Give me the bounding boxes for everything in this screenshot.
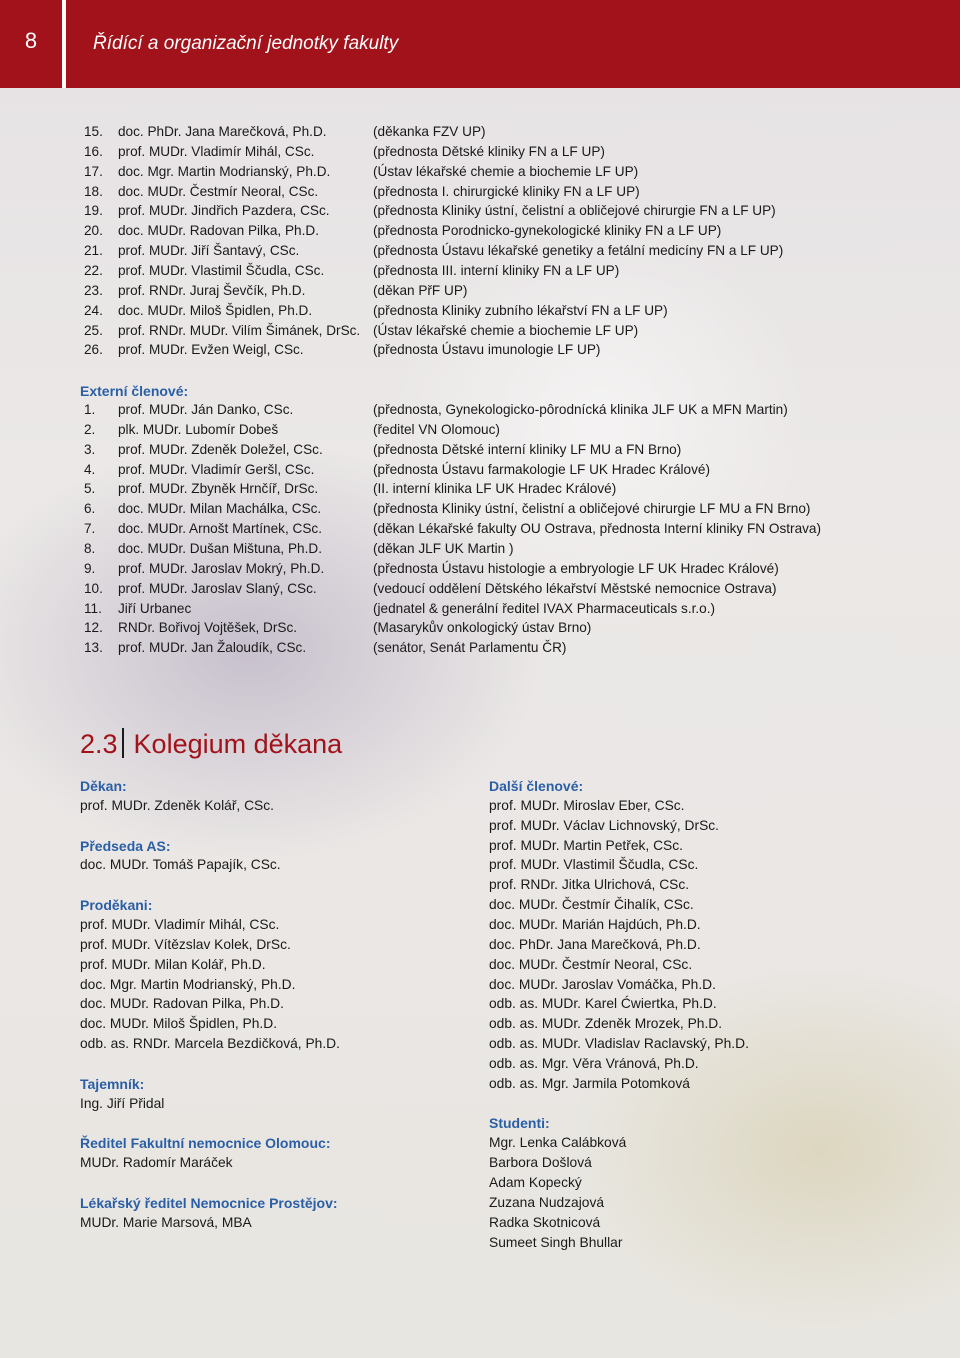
list-item: prof. RNDr. Jitka Ulrichová, CSc.	[489, 877, 690, 893]
member-name: doc. MUDr. Arnošt Martínek, CSc.	[118, 521, 322, 537]
member-role: (senátor, Senát Parlamentu ČR)	[373, 640, 567, 656]
member-name: prof. MUDr. Zdeněk Doležel, CSc.	[118, 441, 323, 457]
member-role: (přednosta Kliniky ústní, čelistní a obličejové chirurgie LF MU a FN Brno)	[373, 501, 811, 517]
list-item: doc. MUDr. Jaroslav Vomáčka, Ph.D.	[489, 976, 716, 992]
list-item: doc. MUDr. Marián Hajdúch, Ph.D.	[489, 916, 701, 932]
list-item: odb. as. Mgr. Věra Vránová, Ph.D.	[489, 1055, 699, 1071]
list-item: doc. MUDr. Tomáš Papajík, CSc.	[80, 857, 281, 873]
list-item: doc. MUDr. Čestmír Čihalík, CSc.	[489, 897, 694, 913]
member-role: (přednosta, Gynekologicko-pôrodnícká klinika JLF UK a MFN Martin)	[373, 402, 788, 417]
item-number: 15.	[84, 124, 103, 139]
member-name: prof. RNDr. MUDr. Vilím Šimánek, DrSc.	[118, 322, 361, 338]
item-number: 13.	[84, 640, 103, 656]
list-item: Ing. Jiří Přidal	[80, 1095, 165, 1111]
list-item: Radka Skotnicová	[489, 1214, 601, 1230]
item-number: 4.	[84, 461, 96, 477]
item-number: 19.	[84, 203, 103, 219]
item-number: 16.	[84, 143, 103, 159]
item-number: 12.	[84, 620, 103, 636]
list-item: doc. MUDr. Radovan Pilka, Ph.D.	[80, 996, 284, 1012]
prodekani-label: Proděkani:	[80, 897, 153, 914]
list-item: odb. as. MUDr. Karel Ćwiertka, Ph.D.	[489, 996, 717, 1012]
item-number: 17.	[84, 163, 103, 179]
member-role: (přednosta Ústavu lékařské genetiky a fetální medicíny FN a LF UP)	[373, 243, 784, 259]
item-number: 18.	[84, 183, 103, 199]
member-name: prof. MUDr. Vlastimil Ščudla, CSc.	[118, 262, 325, 278]
member-role: (přednosta Kliniky ústní, čelistní a obličejové chirurgie FN a LF UP)	[373, 203, 776, 219]
dekan-label: Děkan:	[80, 778, 127, 794]
item-number: 1.	[84, 402, 96, 417]
member-name: doc. MUDr. Dušan Mištuna, Ph.D.	[118, 540, 322, 556]
member-name: prof. MUDr. Ján Danko, CSc.	[118, 402, 294, 417]
list-item: Adam Kopecký	[489, 1175, 582, 1190]
list-item: doc. MUDr. Čestmír Neoral, CSc.	[489, 956, 693, 972]
dalsi-clenove-label: Další členové:	[489, 778, 584, 794]
item-number: 24.	[84, 302, 103, 318]
page-number: 8	[24, 28, 38, 53]
member-role: (vedoucí oddělení Dětského lékařství Městské nemocnice Ostrava)	[373, 580, 777, 596]
member-role: (přednosta Ústavu imunologie LF UP)	[373, 342, 601, 358]
external-members-label: Externí členové:	[80, 383, 189, 399]
section-number: 2.3	[80, 729, 118, 759]
section-title: Kolegium děkana	[133, 729, 343, 759]
list-item: prof. MUDr. Martin Petřek, CSc.	[489, 837, 683, 853]
list-item: odb. as. MUDr. Vladislav Raclavský, Ph.D.	[489, 1036, 749, 1052]
list-item: prof. MUDr. Vladimír Mihál, CSc.	[80, 916, 280, 932]
member-name: RNDr. Bořivoj Vojtěšek, DrSc.	[118, 620, 298, 636]
member-name: doc. MUDr. Čestmír Neoral, CSc.	[118, 183, 319, 199]
list-item: doc. PhDr. Jana Marečková, Ph.D.	[489, 936, 701, 952]
member-name: prof. RNDr. Juraj Ševčík, Ph.D.	[118, 282, 306, 298]
member-role: (děkan JLF UK Martin )	[373, 540, 514, 556]
list-item: doc. Mgr. Martin Modrianský, Ph.D.	[80, 976, 296, 992]
member-role: (Ústav lékařské chemie a biochemie LF UP)	[373, 322, 639, 338]
list-item: odb. as. RNDr. Marcela Bezdičková, Ph.D.	[80, 1036, 340, 1052]
member-role: (přednosta I. chirurgické kliniky FN a LF UP)	[373, 183, 640, 199]
member-name: doc. MUDr. Miloš Špidlen, Ph.D.	[118, 302, 313, 318]
member-name: prof. MUDr. Zbyněk Hrnčíř, DrSc.	[118, 481, 319, 497]
member-role: (Ústav lékařské chemie a biochemie LF UP)	[373, 163, 639, 179]
page-header	[0, 0, 960, 88]
member-name: prof. MUDr. Jaroslav Mokrý, Ph.D.	[118, 560, 325, 576]
member-role: (přednosta Ústavu farmakologie LF UK Hradec Králové)	[373, 461, 710, 477]
member-name: Jiří Urbanec	[118, 600, 192, 616]
member-role: (přednosta Dětské kliniky FN a LF UP)	[373, 143, 605, 159]
item-number: 23.	[84, 282, 103, 298]
member-role: (přednosta Kliniky zubního lékařství FN a LF UP)	[373, 302, 668, 318]
section-heading	[80, 728, 342, 760]
member-name: prof. MUDr. Vladimír Geršl, CSc.	[118, 461, 315, 477]
member-name: doc. Mgr. Martin Modrianský, Ph.D.	[118, 163, 331, 179]
member-name: plk. MUDr. Lubomír Dobeš	[118, 421, 279, 437]
item-number: 9.	[84, 560, 96, 576]
member-role: (děkanka FZV UP)	[373, 124, 486, 139]
item-number: 10.	[84, 580, 103, 596]
item-number: 11.	[84, 600, 102, 616]
lekarsky-reditel-label: Lékařský ředitel Nemocnice Prostějov:	[80, 1194, 338, 1211]
list-item: prof. MUDr. Zdeněk Kolář, CSc.	[80, 797, 274, 813]
studenti-label: Studenti:	[489, 1115, 550, 1132]
list-item: odb. as. MUDr. Zdeněk Mrozek, Ph.D.	[489, 1016, 723, 1032]
item-number: 2.	[84, 421, 96, 437]
list-item: Zuzana Nudzajová	[489, 1194, 605, 1210]
member-name: prof. MUDr. Jiří Šantavý, CSc.	[118, 243, 300, 259]
item-number: 5.	[84, 481, 96, 497]
member-name: prof. MUDr. Vladimír Mihál, CSc.	[118, 143, 315, 159]
heading-divider	[122, 728, 124, 758]
item-number: 8.	[84, 540, 96, 556]
item-number: 26.	[84, 342, 103, 358]
member-role: (děkan Lékařské fakulty OU Ostrava, přednosta Interní kliniky FN Ostrava)	[373, 521, 822, 537]
member-role: (Masarykův onkologický ústav Brno)	[373, 620, 592, 636]
item-number: 22.	[84, 262, 103, 278]
item-number: 3.	[84, 441, 96, 457]
member-name: prof. MUDr. Jaroslav Slaný, CSc.	[118, 580, 317, 596]
member-name: doc. MUDr. Radovan Pilka, Ph.D.	[118, 223, 319, 239]
tajemnik-label: Tajemník:	[80, 1075, 145, 1092]
member-name: doc. MUDr. Milan Machálka, CSc.	[118, 501, 322, 517]
item-number: 6.	[84, 501, 96, 517]
member-role: (ředitel VN Olomouc)	[373, 421, 500, 437]
list-item: MUDr. Marie Marsová, MBA	[80, 1214, 252, 1230]
list-item: prof. MUDr. Vlastimil Ščudla, CSc.	[489, 857, 699, 873]
list-item: Barbora Došlová	[489, 1155, 592, 1171]
item-number: 25.	[84, 322, 103, 338]
list-item: odb. as. Mgr. Jarmila Potomková	[489, 1075, 690, 1091]
item-number: 21.	[84, 243, 103, 259]
chapter-title: Řídící a organizační jednotky fakulty	[93, 33, 399, 54]
list-item: Mgr. Lenka Calábková	[489, 1135, 627, 1151]
member-name: prof. MUDr. Jindřich Pazdera, CSc.	[118, 203, 330, 219]
list-item: prof. MUDr. Václav Lichnovský, DrSc.	[489, 817, 720, 833]
list-item: doc. MUDr. Miloš Špidlen, Ph.D.	[80, 1016, 278, 1032]
member-role: (jednatel & generální ředitel IVAX Pharmaceuticals s.r.o.)	[373, 600, 716, 616]
item-number: 7.	[84, 521, 96, 537]
item-number: 20.	[84, 223, 103, 239]
member-role: (přednosta Dětské interní kliniky LF MU a FN Brno)	[373, 441, 682, 457]
member-role: (děkan PřF UP)	[373, 282, 468, 298]
member-role: (přednosta III. interní kliniky FN a LF UP)	[373, 262, 620, 278]
member-name: doc. PhDr. Jana Marečková, Ph.D.	[118, 124, 327, 139]
list-item: prof. MUDr. Vítězslav Kolek, DrSc.	[80, 936, 291, 952]
list-item: prof. MUDr. Miroslav Eber, CSc.	[489, 797, 685, 813]
list-item: MUDr. Radomír Maráček	[80, 1155, 233, 1171]
member-name: prof. MUDr. Jan Žaloudík, CSc.	[118, 640, 307, 656]
list-item: prof. MUDr. Milan Kolář, Ph.D.	[80, 956, 266, 972]
member-name: prof. MUDr. Evžen Weigl, CSc.	[118, 342, 304, 358]
predseda-label: Předseda AS:	[80, 837, 171, 854]
reditel-fn-label: Ředitel Fakultní nemocnice Olomouc:	[80, 1135, 331, 1152]
member-role: (přednosta Ústavu histologie a embryologie LF UK Hradec Králové)	[373, 560, 779, 576]
list-item: Sumeet Singh Bhullar	[489, 1234, 623, 1250]
member-role: (II. interní klinika LF UK Hradec Králové)	[373, 481, 617, 497]
member-role: (přednosta Porodnicko-gynekologické kliniky FN a LF UP)	[373, 223, 722, 239]
